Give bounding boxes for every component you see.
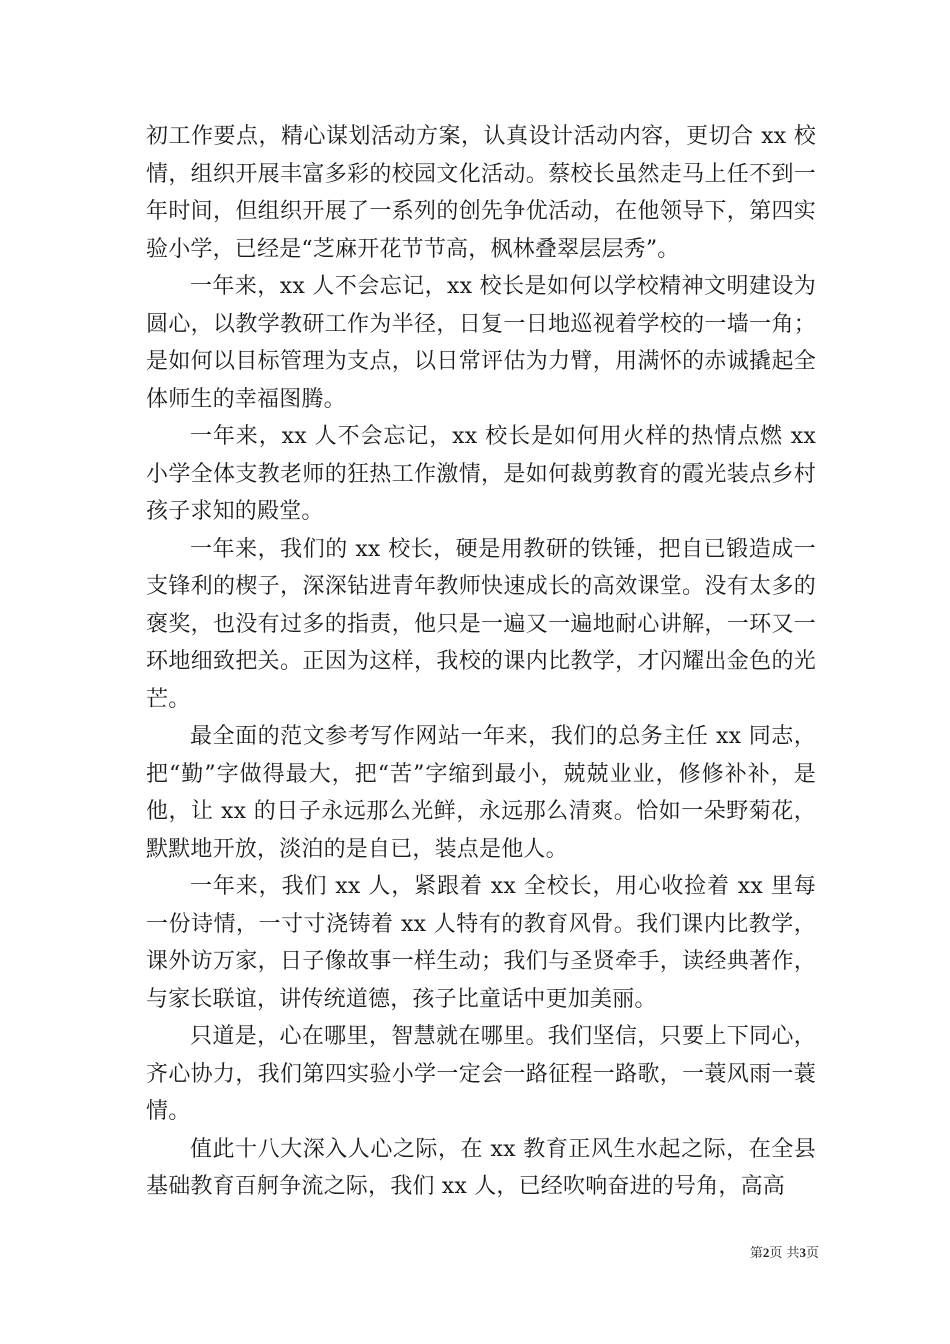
footer-prefix: 第: [749, 1246, 763, 1261]
footer-total-pages: 3: [799, 1245, 806, 1260]
paragraph-principal-passion: 一年来，xx 人不会忘记，xx 校长是如何用火样的热情点燃 xx 小学全体支教老师的狂热工作激情，是如何裁剪教育的霞光装点乡村孩子求知的殿堂。: [146, 424, 816, 524]
paragraph-school-culture: 一年来，我们 xx 人，紧跟着 xx 全校长，用心收捡着 xx 里每一份诗情，一寸寸浇铸着 xx 人特有的教育风骨。我们课内比教学，课外访万家，日子像故事一样生动；我们与圣贤牵手，读经典著作，与家长联谊，讲传统道德，孩子比童话中更加美丽。: [146, 874, 816, 1012]
paragraph-principal-center: 一年来，xx 人不会忘记，xx 校长是如何以学校精神文明建设为圆心，以教学教研工作为半径，日复一日地巡视着学校的一墙一角；是如何以目标管理为支点，以日常评估为力臂，用满怀的赤诚撬起全体师生的幸福图腾。: [146, 274, 816, 412]
paragraph-closing: 值此十八大深入人心之际，在 xx 教育正风生水起之际，在全县基础教育百舸争流之际，我们 xx 人，已经吹响奋进的号角，高高: [146, 1136, 816, 1199]
page-number-footer: [709, 1244, 819, 1263]
paragraph-continuation: 初工作要点，精心谋划活动方案，认真设计活动内容，更切合 xx 校情，组织开展丰富多彩的校园文化活动。蔡校长虽然走马上任不到一年时间，但组织开展了一系列的创先争优活动，在他领导下，第四实验小学，已经是“芝麻开花节节高，枫林叠翠层层秀”。: [146, 124, 816, 262]
paragraph-belief: 只道是，心在哪里，智慧就在哪里。我们坚信，只要上下同心，齐心协力，我们第四实验小学一定会一路征程一路歌，一蓑风雨一蓑情。: [146, 1024, 816, 1124]
document-body: [146, 118, 816, 1206]
footer-current-page: 2: [762, 1245, 770, 1260]
paragraph-teaching-research: 一年来，我们的 xx 校长，硬是用教研的铁锤，把自已锻造成一支锋利的楔子，深深钻进青年教师快速成长的高效课堂。没有太多的褒奖，也没有过多的指责，他只是一遍又一遍地耐心讲解，一环又一环地细致把关。正因为这样，我校的课内比教学，才闪耀出金色的光芒。: [146, 536, 816, 712]
footer-suffix: 页: [805, 1246, 819, 1261]
footer-middle: 页 共: [769, 1246, 800, 1261]
paragraph-general-affairs: 最全面的范文参考写作网站一年来，我们的总务主任 xx 同志，把“勤”字做得最大，把“苦”字缩到最小，兢兢业业，修修补补，是他，让 xx 的日子永远那么光鲜，永远那么清爽。恰如一朵野菊花，默默地开放，淡泊的是自已，装点是他人。: [146, 724, 816, 862]
